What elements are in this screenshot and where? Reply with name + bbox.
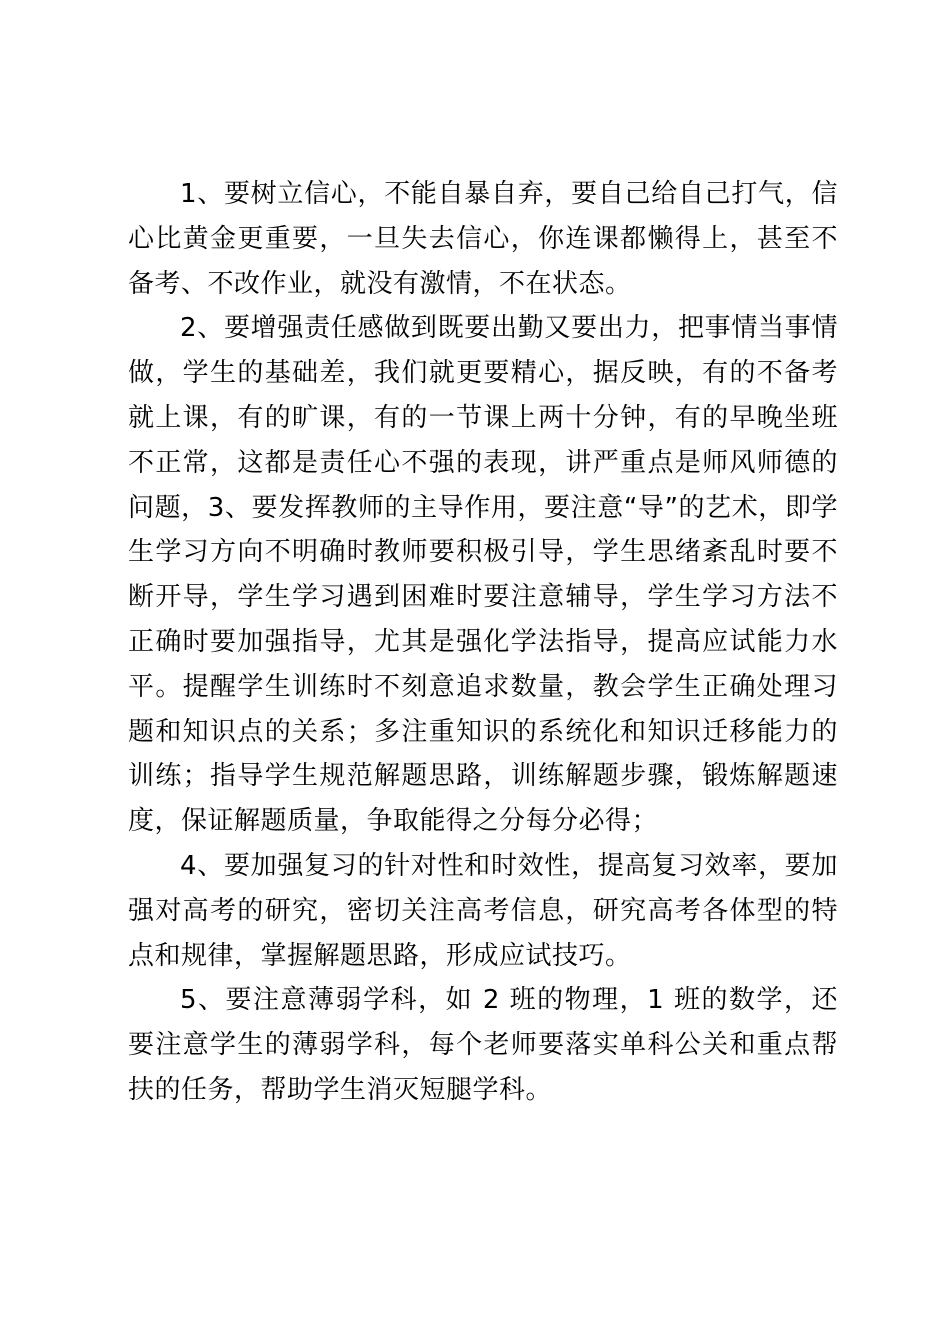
paragraph-1: 1、要树立信心，不能自暴自弃，要自己给自己打气，信心比黄金更重要，一旦失去信心，你连课都懒得上，甚至不备考、不改作业，就没有激情，不在状态。 <box>128 179 838 299</box>
document-body <box>128 172 838 1113</box>
paragraph-2: 2、要增强责任感做到既要出勤又要出力，把事情当事情做，学生的基础差，我们就更要精心，据反映，有的不备考就上课，有的旷课，有的一节课上两十分钟，有的早晚坐班不正常，这都是责任心不强的表现，讲严重点是师风师德的问题，3、要发挥教师的主导作用，要注意“导”的艺术，即学生学习方向不明确时教师要积极引导，学生思绪紊乱时要不断开导，学生学习遇到困难时要注意辅导，学生学习方法不正确时要加强指导，尤其是强化学法指导，提高应试能力水平。提醒学生训练时不刻意追求数量，教会学生正确处理习题和知识点的关系；多注重知识的系统化和知识迁移能力的训练；指导学生规范解题思路，训练解题步骤，锻炼解题速度，保证解题质量，争取能得之分每分必得； <box>128 313 838 837</box>
paragraph-3: 4、要加强复习的针对性和时效性，提高复习效率，要加强对高考的研究，密切关注高考信息，研究高考各体型的特点和规律，掌握解题思路，形成应试技巧。 <box>128 850 838 971</box>
paragraph-4: 5、要注意薄弱学科，如 2 班的物理，1 班的数学，还要注意学生的薄弱学科，每个老师要落实单科公关和重点帮扶的任务，帮助学生消灭短腿学科。 <box>128 985 838 1105</box>
